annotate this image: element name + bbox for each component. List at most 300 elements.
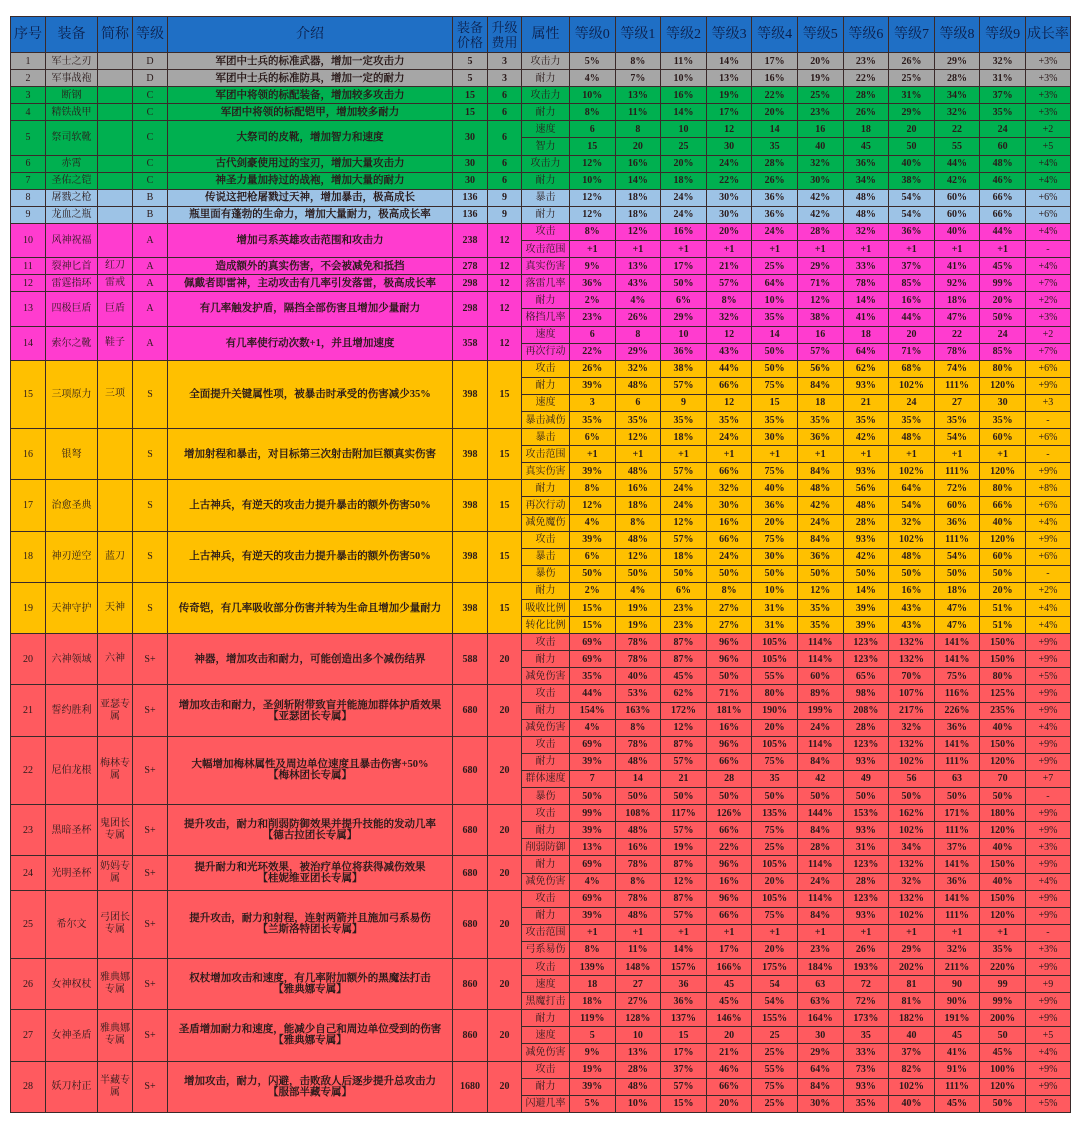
attribute-name: 暴击 <box>522 429 570 446</box>
level-value: 43% <box>615 275 661 292</box>
level-value: 28% <box>843 514 889 531</box>
level-value: +1 <box>934 446 980 463</box>
item-upgrade-cost: 20 <box>488 890 522 958</box>
attribute-name: 攻击 <box>522 958 570 975</box>
level-value: 81 <box>889 976 935 993</box>
level-value: 36% <box>752 497 798 514</box>
description-line: 【亚瑟团长专属】 <box>268 710 352 722</box>
level-value: 27% <box>706 600 752 617</box>
level-value: 40% <box>980 719 1026 736</box>
item-upgrade-cost: 15 <box>488 531 522 582</box>
level-value: 24% <box>661 480 707 497</box>
item-grade: S+ <box>133 958 168 1009</box>
item-grade: A <box>133 258 168 275</box>
level-value: 17% <box>706 941 752 958</box>
item-description <box>168 326 453 360</box>
item-price: 398 <box>453 582 488 633</box>
level-value: 10% <box>615 1095 661 1112</box>
level-value: 36% <box>934 514 980 531</box>
level-value: 45 <box>706 976 752 993</box>
item-grade: B <box>133 189 168 206</box>
level-value: 20% <box>706 223 752 240</box>
level-value: 14% <box>843 292 889 309</box>
level-value: 75% <box>934 668 980 685</box>
header-price: 装备价格 <box>453 17 488 53</box>
level-value: 16 <box>797 121 843 138</box>
item-description <box>168 70 453 87</box>
level-value: 14 <box>615 770 661 787</box>
level-value: 39% <box>570 822 616 839</box>
level-value: 20% <box>752 941 798 958</box>
level-value: 36% <box>889 223 935 240</box>
level-value: 96% <box>706 634 752 651</box>
level-value: 141% <box>934 651 980 668</box>
level-value: 31% <box>889 87 935 104</box>
level-value: 44% <box>934 155 980 172</box>
level-value: 60% <box>797 668 843 685</box>
item-upgrade-cost: 15 <box>488 480 522 531</box>
level-value: 80% <box>752 685 798 702</box>
level-value: 50% <box>843 565 889 582</box>
item-description <box>168 172 453 189</box>
description-line: 军团中将领的标配铠甲，增加较多耐力 <box>220 106 400 118</box>
level-value: 87% <box>661 634 707 651</box>
level-value: 14% <box>706 53 752 70</box>
level-value: 57% <box>661 822 707 839</box>
item-price: 15 <box>453 104 488 121</box>
level-value: 22% <box>752 87 798 104</box>
item-abbr <box>98 172 133 189</box>
level-value: 10% <box>752 582 798 599</box>
level-value: 46% <box>706 1061 752 1078</box>
level-value: 87% <box>661 651 707 668</box>
level-value: 46% <box>980 172 1026 189</box>
description-line: 有几率使行动次数+1，并且增加速度 <box>225 337 395 349</box>
attribute-name: 暴伤 <box>522 788 570 805</box>
growth-rate: +7% <box>1025 275 1070 292</box>
level-value: 18% <box>661 172 707 189</box>
item-description <box>168 480 453 531</box>
item-name: 军士之刃 <box>46 53 98 70</box>
growth-rate: +9 <box>1025 976 1070 993</box>
item-grade: S+ <box>133 1061 168 1112</box>
level-value: 18% <box>934 582 980 599</box>
attribute-name: 耐力 <box>522 480 570 497</box>
level-value: 48% <box>980 155 1026 172</box>
item-upgrade-cost: 12 <box>488 223 522 257</box>
level-value: +1 <box>797 446 843 463</box>
level-value: 13% <box>570 839 616 856</box>
level-value: 16% <box>615 155 661 172</box>
growth-rate: +2 <box>1025 326 1070 343</box>
description-line: 大幅增加梅林属性及周边单位速度且暴击伤害+50% <box>191 759 429 771</box>
level-value: 12% <box>570 497 616 514</box>
description-line: 圣盾增加耐力和速度，能减少自己和周边单位受到的伤害 <box>178 1024 442 1036</box>
growth-rate: +4% <box>1025 155 1070 172</box>
item-abbr <box>98 104 133 121</box>
level-value: 50% <box>980 1095 1026 1112</box>
level-value: 11% <box>615 941 661 958</box>
level-value: 35% <box>752 411 798 428</box>
level-value: 20 <box>706 1027 752 1044</box>
description-line: 古代剑豪使用过的宝刃，增加大量攻击力 <box>215 158 405 170</box>
level-value: 36% <box>661 343 707 360</box>
growth-rate: +9% <box>1025 702 1070 719</box>
description-line: 【服部半藏专属】 <box>268 1086 352 1098</box>
item-upgrade-cost: 6 <box>488 87 522 104</box>
item-description <box>168 805 453 856</box>
level-value: 63 <box>934 770 980 787</box>
growth-rate: +9% <box>1025 377 1070 394</box>
level-value: 25 <box>661 138 707 155</box>
attribute-name: 耐力 <box>522 1010 570 1027</box>
item-description <box>168 104 453 121</box>
item-name: 希尔文 <box>46 890 98 958</box>
item-name: 断钢 <box>46 87 98 104</box>
level-value: 200% <box>980 1010 1026 1027</box>
item-upgrade-cost: 12 <box>488 275 522 292</box>
level-value: 42% <box>843 548 889 565</box>
growth-rate: +2 <box>1025 121 1070 138</box>
level-value: 8% <box>706 582 752 599</box>
attribute-name: 吸收比例 <box>522 600 570 617</box>
level-value: 20 <box>889 121 935 138</box>
level-value: 81% <box>889 993 935 1010</box>
item-abbr: 雅典娜专属 <box>98 1010 133 1061</box>
item-upgrade-cost: 20 <box>488 736 522 804</box>
level-value: +1 <box>752 924 798 941</box>
level-value: 175% <box>752 958 798 975</box>
level-value: 34% <box>889 839 935 856</box>
level-value: 57% <box>661 753 707 770</box>
level-value: 36% <box>570 275 616 292</box>
level-value: 66% <box>980 206 1026 223</box>
item-description <box>168 736 453 804</box>
level-value: 50% <box>889 788 935 805</box>
item-upgrade-cost: 9 <box>488 189 522 206</box>
level-value: 199% <box>797 702 843 719</box>
level-value: 57% <box>797 343 843 360</box>
level-value: 93% <box>843 753 889 770</box>
level-value: 20 <box>889 326 935 343</box>
item-upgrade-cost: 3 <box>488 70 522 87</box>
level-value: 17% <box>706 104 752 121</box>
level-value: 14% <box>615 172 661 189</box>
level-value: 85% <box>889 275 935 292</box>
description-line: 军团中将领的标配装备，增加较多攻击力 <box>215 89 405 101</box>
level-value: 45% <box>934 1095 980 1112</box>
level-value: 18% <box>615 189 661 206</box>
level-value: 35% <box>570 668 616 685</box>
level-value: 64% <box>843 343 889 360</box>
table-row <box>11 634 1071 651</box>
level-value: 25% <box>752 1044 798 1061</box>
level-value: 19% <box>706 87 752 104</box>
description-line: 佩戴者即雷神，主动攻击有几率引发落雷，极高成长率 <box>184 277 436 289</box>
level-value: 18% <box>661 548 707 565</box>
level-value: 26% <box>843 104 889 121</box>
level-value: 15% <box>570 617 616 634</box>
item-description <box>168 87 453 104</box>
level-value: 66% <box>706 753 752 770</box>
attribute-name: 黑魔打击 <box>522 993 570 1010</box>
level-value: 66% <box>706 377 752 394</box>
attribute-name: 攻击范围 <box>522 241 570 258</box>
level-value: 56% <box>797 360 843 377</box>
level-value: 25 <box>752 1027 798 1044</box>
level-value: 114% <box>797 736 843 753</box>
level-value: 57% <box>661 463 707 480</box>
level-value: 23% <box>797 941 843 958</box>
level-value: 26% <box>752 172 798 189</box>
header-level-7: 等级7 <box>889 17 935 53</box>
growth-rate: +4% <box>1025 514 1070 531</box>
level-value: 50% <box>797 565 843 582</box>
item-id: 4 <box>11 104 46 121</box>
level-value: 32% <box>889 873 935 890</box>
level-value: 19% <box>661 839 707 856</box>
item-name: 女神圣盾 <box>46 1010 98 1061</box>
item-price: 136 <box>453 189 488 206</box>
table-row <box>11 805 1071 822</box>
level-value: 120% <box>980 377 1026 394</box>
level-value: 102% <box>889 1078 935 1095</box>
table-row <box>11 890 1071 907</box>
level-value: 69% <box>570 736 616 753</box>
growth-rate: +5% <box>1025 1095 1070 1112</box>
item-upgrade-cost: 15 <box>488 360 522 428</box>
level-value: 32% <box>843 223 889 240</box>
level-value: 55 <box>934 138 980 155</box>
level-value: 54% <box>889 206 935 223</box>
level-value: 37% <box>934 839 980 856</box>
item-price: 1680 <box>453 1061 488 1112</box>
table-row <box>11 70 1071 87</box>
level-value: 40 <box>797 138 843 155</box>
level-value: 132% <box>889 736 935 753</box>
table-row <box>11 360 1071 377</box>
growth-rate: +9% <box>1025 890 1070 907</box>
level-value: +1 <box>752 446 798 463</box>
item-id: 16 <box>11 429 46 480</box>
item-abbr: 六神 <box>98 634 133 685</box>
level-value: +1 <box>570 446 616 463</box>
level-value: 78% <box>615 634 661 651</box>
item-description <box>168 223 453 257</box>
level-value: 10% <box>570 172 616 189</box>
level-value: 19% <box>615 600 661 617</box>
level-value: 26% <box>889 53 935 70</box>
level-value: 48% <box>889 548 935 565</box>
level-value: 22 <box>934 121 980 138</box>
level-value: 96% <box>706 856 752 873</box>
level-value: 16% <box>615 839 661 856</box>
level-value: 57% <box>661 907 707 924</box>
growth-rate: - <box>1025 411 1070 428</box>
item-id: 21 <box>11 685 46 736</box>
level-value: 30% <box>797 1095 843 1112</box>
item-abbr <box>98 155 133 172</box>
level-value: 48% <box>615 907 661 924</box>
item-abbr: 半藏专属 <box>98 1061 133 1112</box>
level-value: 20% <box>706 1095 752 1112</box>
level-value: 75% <box>752 1078 798 1095</box>
level-value: 40% <box>752 480 798 497</box>
item-grade: S <box>133 360 168 428</box>
growth-rate: +9% <box>1025 1010 1070 1027</box>
level-value: 44% <box>889 309 935 326</box>
level-value: 50% <box>706 565 752 582</box>
level-value: 33% <box>843 1044 889 1061</box>
attribute-name: 耐力 <box>522 206 570 223</box>
growth-rate: +9% <box>1025 463 1070 480</box>
item-grade: S+ <box>133 890 168 958</box>
level-value: 12 <box>706 394 752 411</box>
level-value: 60% <box>934 497 980 514</box>
header-id: 序号 <box>11 17 46 53</box>
level-value: 141% <box>934 634 980 651</box>
attribute-name: 再次行动 <box>522 343 570 360</box>
attribute-name: 攻击力 <box>522 87 570 104</box>
level-value: 23% <box>570 309 616 326</box>
level-value: 50% <box>752 565 798 582</box>
growth-rate: +7 <box>1025 770 1070 787</box>
level-value: 50% <box>934 788 980 805</box>
item-upgrade-cost: 6 <box>488 121 522 155</box>
attribute-name: 减免魔伤 <box>522 514 570 531</box>
level-value: 40% <box>889 155 935 172</box>
level-value: 37% <box>889 258 935 275</box>
level-value: 27% <box>706 617 752 634</box>
level-value: 154% <box>570 702 616 719</box>
level-value: 22% <box>706 839 752 856</box>
item-description <box>168 360 453 428</box>
level-value: 20% <box>661 155 707 172</box>
description-line: 大祭司的皮靴，增加智力和速度 <box>236 132 384 144</box>
level-value: 2% <box>570 582 616 599</box>
item-grade: D <box>133 53 168 70</box>
level-value: 111% <box>934 907 980 924</box>
level-value: 4% <box>570 514 616 531</box>
level-value: 163% <box>615 702 661 719</box>
level-value: 30 <box>980 394 1026 411</box>
level-value: 42% <box>797 206 843 223</box>
item-id: 23 <box>11 805 46 856</box>
table-row <box>11 172 1071 189</box>
level-value: 25% <box>752 839 798 856</box>
level-value: 98% <box>843 685 889 702</box>
description-line: 提升耐力和光环效果，被治疗单位将获得减伤效果 <box>194 862 426 873</box>
level-value: 34% <box>934 87 980 104</box>
attribute-name: 暴击 <box>522 189 570 206</box>
level-value: 10% <box>752 292 798 309</box>
level-value: 208% <box>843 702 889 719</box>
level-value: 135% <box>752 805 798 822</box>
level-value: 39% <box>570 1078 616 1095</box>
level-value: 44% <box>980 223 1026 240</box>
growth-rate: +6% <box>1025 206 1070 223</box>
growth-rate: +9% <box>1025 805 1070 822</box>
level-value: 29% <box>615 343 661 360</box>
attribute-name: 耐力 <box>522 702 570 719</box>
level-value: 27% <box>615 993 661 1010</box>
level-value: 50% <box>752 788 798 805</box>
growth-rate: - <box>1025 788 1070 805</box>
level-value: 50% <box>706 668 752 685</box>
header-growth: 成长率 <box>1025 17 1070 53</box>
level-value: 6% <box>661 292 707 309</box>
level-value: 172% <box>661 702 707 719</box>
level-value: 36% <box>934 873 980 890</box>
item-name: 祭司软靴 <box>46 121 98 155</box>
level-value: 105% <box>752 736 798 753</box>
item-abbr: 雷戒 <box>98 275 133 292</box>
item-upgrade-cost: 12 <box>488 292 522 326</box>
level-value: +1 <box>661 446 707 463</box>
level-value: 123% <box>843 634 889 651</box>
table-body <box>11 53 1071 1113</box>
level-value: 35% <box>570 411 616 428</box>
level-value: 40% <box>980 873 1026 890</box>
level-value: 24% <box>797 873 843 890</box>
item-price: 298 <box>453 275 488 292</box>
level-value: 69% <box>570 634 616 651</box>
level-value: 20% <box>752 873 798 890</box>
level-value: 119% <box>570 1010 616 1027</box>
item-price: 398 <box>453 531 488 582</box>
level-value: 107% <box>889 685 935 702</box>
item-id: 17 <box>11 480 46 531</box>
level-value: 39% <box>570 463 616 480</box>
level-value: 60% <box>980 548 1026 565</box>
level-value: +1 <box>661 241 707 258</box>
level-value: 14% <box>661 941 707 958</box>
level-value: 137% <box>661 1010 707 1027</box>
item-name: 龙血之瓶 <box>46 206 98 223</box>
level-value: +1 <box>843 446 889 463</box>
growth-rate: +4% <box>1025 719 1070 736</box>
level-value: 141% <box>934 736 980 753</box>
level-value: 32% <box>797 155 843 172</box>
level-value: 5 <box>570 1027 616 1044</box>
level-value: 82% <box>889 1061 935 1078</box>
item-abbr: 鞋子 <box>98 326 133 360</box>
level-value: 114% <box>797 651 843 668</box>
level-value: 123% <box>843 736 889 753</box>
level-value: 18% <box>934 292 980 309</box>
level-value: 173% <box>843 1010 889 1027</box>
level-value: 50% <box>934 565 980 582</box>
level-value: 31% <box>980 70 1026 87</box>
table-row <box>11 429 1071 446</box>
item-price: 680 <box>453 736 488 804</box>
level-value: 162% <box>889 805 935 822</box>
level-value: 41% <box>934 258 980 275</box>
item-price: 238 <box>453 223 488 257</box>
level-value: +1 <box>661 924 707 941</box>
level-value: 141% <box>934 856 980 873</box>
level-value: 89% <box>797 685 843 702</box>
level-value: 114% <box>797 890 843 907</box>
level-value: 8% <box>570 480 616 497</box>
item-id: 18 <box>11 531 46 582</box>
level-value: 78% <box>843 275 889 292</box>
level-value: 8% <box>570 104 616 121</box>
level-value: 56% <box>843 480 889 497</box>
table-row <box>11 223 1071 240</box>
level-value: 66% <box>980 497 1026 514</box>
level-value: 12% <box>661 514 707 531</box>
